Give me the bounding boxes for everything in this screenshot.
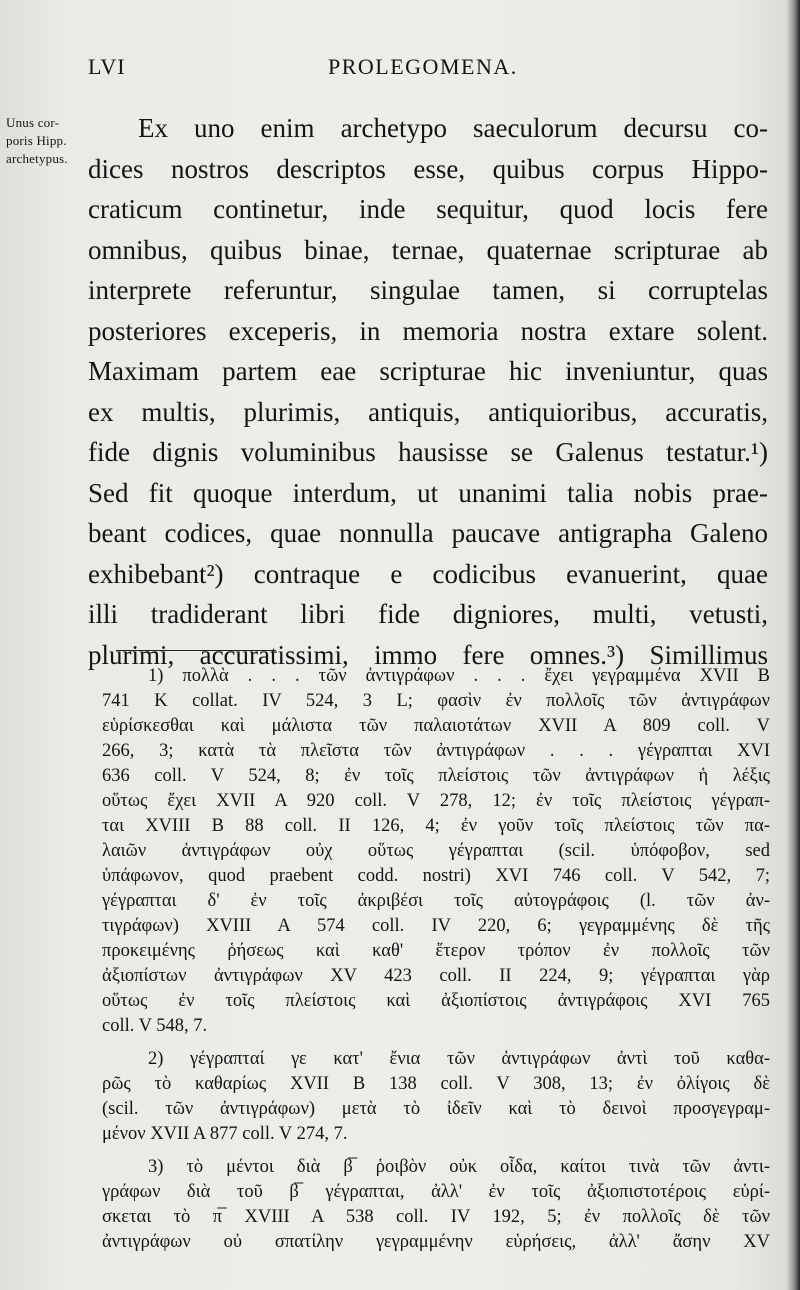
body-line: plurimi, accuratissimi, immo fere omnes.³) Simillimus <box>88 639 768 670</box>
footnote-1-line: οὕτως ἔχει XVII A 920 coll. V 278, 12; ἐν τοῖς πλείστοις γέγραπ- <box>102 791 770 811</box>
running-head <box>88 54 768 84</box>
page-number: LVI <box>88 54 126 79</box>
footnote-2-line: ρῶς τὸ καθαρίως XVII B 138 coll. V 308, 13; ἐν ὀλίγοις δὲ <box>102 1074 770 1094</box>
footnote-1-line: λαιῶν ἀντιγράφων οὐχ οὕτως γέγραπται (scil. ὑπόφοβον, sed <box>102 841 770 861</box>
body-line: Sed fit quoque interdum, ut unanimi talia nobis prae- <box>88 477 768 508</box>
footnote-2-line: 2) γέγραπταί γε κατ' ἔνια τῶν ἀντιγράφων ἀντὶ τοῦ καθα- <box>148 1049 770 1069</box>
footnote-3-line: σκεται τὸ π̅ XVIII A 538 coll. IV 192, 5; ἐν πολλοῖς δὲ τῶν <box>102 1207 770 1227</box>
footnote-1-line: 741 K collat. IV 524, 3 L; φασὶν ἐν πολλοῖς τῶν ἀντιγράφων <box>102 691 770 711</box>
body-line: fide dignis voluminibus hausisse se Galenus testatur.¹) <box>88 437 768 467</box>
footnote-1-line: coll. V 548, 7. <box>102 1016 208 1036</box>
marginal-note-line: poris Hipp. <box>6 133 67 148</box>
footnotes <box>102 664 770 1255</box>
footnote-1-line: γέγραπται δ' ἐν τοῖς ἀκριβέσι τοῖς αὐτογράφοις (l. τῶν ἀν- <box>102 891 770 911</box>
body-line: dices nostros descriptos esse, quibus corpus Hippo- <box>88 153 768 184</box>
marginal-note-line: Unus cor- <box>6 115 60 130</box>
marginal-note-line: archetypus. <box>6 151 68 166</box>
body-line: omnibus, quibus binae, ternae, quaternae scripturae ab <box>88 234 768 265</box>
body-line: Maximam partem eae scripturae hic inveniuntur, quas <box>88 356 768 386</box>
footnote-1-line: ὑπάφωνον, quod praebent codd. nostri) XVI 746 coll. V 542, 7; <box>102 866 770 886</box>
footnote-1-line: ται XVIII B 88 coll. II 126, 4; ἐν γοῦν τοῖς πλείστοις τῶν πα- <box>102 816 770 836</box>
body-line: posteriores exceperis, in memoria nostra extare solent. <box>88 315 768 346</box>
footnote-2-line: μένον XVII A 877 coll. V 274, 7. <box>102 1124 348 1144</box>
body-line: exhibebant²) contraque e codicibus evanuerint, quae <box>88 558 768 589</box>
footnote-1-line: προκειμένης ῥήσεως καὶ καθ' ἕτερον τρόπον ἐν πολλοῖς τῶν <box>102 941 770 961</box>
footnote-1-line: 1) πολλὰ . . . τῶν ἀντιγράφων . . . ἔχει γεγραμμένα XVII B <box>148 666 770 686</box>
footnote-rule <box>116 650 276 651</box>
body-line: ex multis, plurimis, antiquis, antiquioribus, accuratis, <box>88 396 768 427</box>
footnote-gap <box>102 1147 770 1155</box>
footnote-1-line: εὑρίσκεσθαι καὶ μάλιστα τῶν παλαιοτάτων XVII A 809 coll. V <box>102 716 770 736</box>
running-title: PROLEGOMENA. <box>328 54 518 79</box>
body-line: illi tradiderant libri fide digniores, multi, vetusti, <box>88 599 768 629</box>
footnote-1-line: 266, 3; κατὰ τὰ πλεῖστα τῶν ἀντιγράφων . . . γέγραπται XVI <box>102 741 770 761</box>
footnote-3-line: 3) τὸ μέντοι διὰ β̅ ῥοιβὸν οὐκ οἶδα, καίτοι τινὰ τῶν ἀντι- <box>148 1157 770 1177</box>
marginal-note <box>6 114 88 168</box>
body-line: Ex uno enim archetypo saeculorum decursu co- <box>138 113 768 143</box>
body-line: beant codices, quae nonnulla paucave antigrapha Galeno <box>88 518 768 548</box>
footnote-2-line: (scil. τῶν ἀντιγράφων) μετὰ τὸ ἰδεῖν καὶ τὸ δεινοὶ προσγεγραμ- <box>102 1099 770 1119</box>
main-text <box>88 108 768 675</box>
footnote-1-line: οὕτως ἐν τοῖς πλείστοις καὶ ἀξιοπίστοις ἀντιγράφοις XVI 765 <box>102 991 770 1011</box>
footnote-gap <box>102 1039 770 1047</box>
footnote-3-line: ἀντιγράφων οὐ σπατίλην γεγραμμένην εὑρήσεις, ἀλλ' ἄσην XV <box>102 1232 770 1252</box>
footnote-1-line: 636 coll. V 524, 8; ἐν τοῖς πλείστοις τῶν ἀντιγράφων ἡ λέξις <box>102 766 770 786</box>
footnote-3-line: γράφων διὰ τοῦ β̅ γέγραπται, ἀλλ' ἐν τοῖς ἀξιοπιστοτέροις εὑρί- <box>102 1182 770 1202</box>
page-edge-shadow <box>786 0 800 1290</box>
body-line: interprete referuntur, singulae tamen, si corruptelas <box>88 275 768 305</box>
footnote-1-line: ἀξιοπίστων ἀντιγράφων XV 423 coll. II 224, 9; γέγραπται γὰρ <box>102 966 770 986</box>
footnote-1-line: τιγράφων) XVIII A 574 coll. IV 220, 6; γεγραμμένης δὲ τῆς <box>102 916 770 936</box>
body-line: craticum continetur, inde sequitur, quod locis fere <box>88 194 768 224</box>
